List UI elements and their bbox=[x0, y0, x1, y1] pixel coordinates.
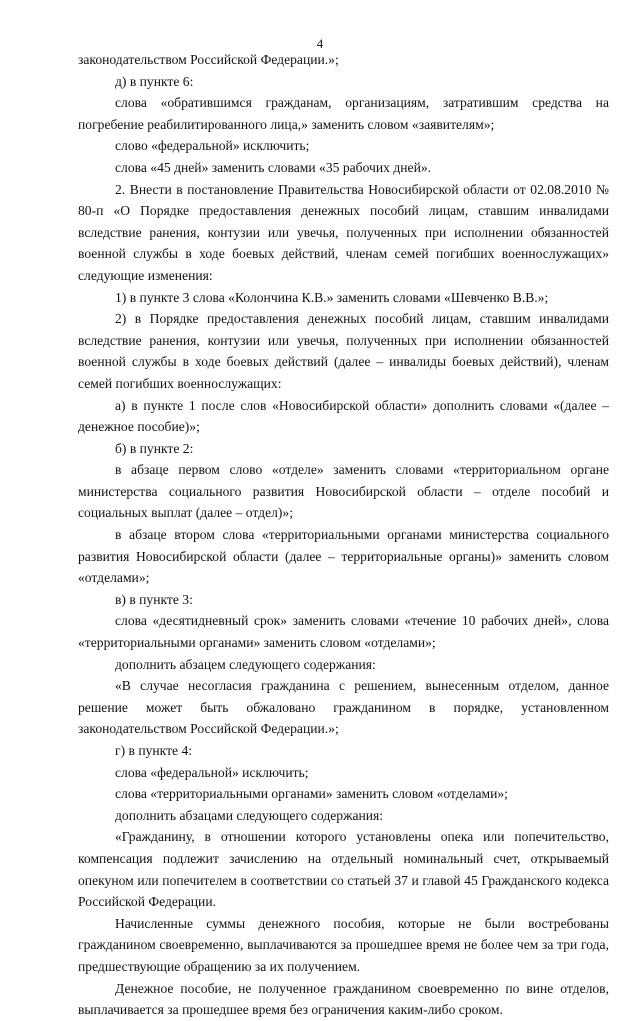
document-paragraph: а) в пункте 1 после слов «Новосибирской области» дополнить словами «(далее – денежное пособие)»; bbox=[78, 397, 609, 435]
document-paragraph: слова «обратившимся гражданам, организациям, затратившим средства на погребение реабилитированного лица,» заменить словом «заявителям»; bbox=[78, 95, 609, 132]
document-paragraph: «Гражданину, в отношении которого установлены опека или попечительство, компенсация подлежит зачислению на отдельный номинальный счет, открываемый опекуном или попечителем в соответствии со статьей 37 и главой 45 Гражданского кодекса Российской Федерации. bbox=[78, 829, 609, 910]
page-number: 4 bbox=[316, 36, 324, 51]
document-paragraph: б) в пункте 2: bbox=[115, 440, 194, 456]
document-paragraph: 2) в Порядке предоставления денежных пособий лицам, ставшим инвалидами вследствие ранения, контузии или увечья, полученных при исполнении обязанностей военной службы в ходе боевых действий (далее – инвалиды боевых действий), членам семей погибших военнослужащих: bbox=[78, 311, 609, 391]
document-paragraph: слово «федеральной» исключить; bbox=[115, 138, 310, 154]
document-paragraph: слова «федеральной» исключить; bbox=[115, 764, 309, 780]
document-paragraph: дополнить абзацем следующего содержания: bbox=[115, 656, 376, 672]
document-paragraph: дополнить абзацами следующего содержания: bbox=[115, 807, 384, 823]
document-paragraph: слова «45 дней» заменить словами «35 рабочих дней». bbox=[115, 159, 432, 175]
document-paragraph: в) в пункте 3: bbox=[115, 591, 193, 607]
document-paragraph: д) в пункте 6: bbox=[115, 73, 194, 89]
document-paragraph: в абзаце втором слова «территориальными органами министерства социального развития Новосибирской области (далее – территориальные органы)» заменить словом «отделами»; bbox=[78, 527, 609, 586]
document-paragraph: 2. Внести в постановление Правительства Новосибирской области от 02.08.2010 № 80-п «О Порядке предоставления денежных пособий лицам, ставшим инвалидами вследствие ранения, контузии или увечья, полученных при исполнении обязанностей военной службы в ходе боевых действий, членам семей погибших военнослужащих» следующие изменения: bbox=[78, 181, 609, 283]
document-paragraph: в абзаце первом слово «отделе» заменить словами «территориальном органе министерства социального развития Новосибирской области – отделе пособий и социальных выплат (далее – отдел)»; bbox=[78, 462, 609, 521]
document-paragraph: слова «десятидневный срок» заменить словами «течение 10 рабочих дней», слова «территориальными органами» заменить словом «отделами»; bbox=[78, 613, 609, 651]
document-paragraph: 1) в пункте 3 слова «Колончина К.В.» заменить словами «Шевченко В.В.»; bbox=[115, 289, 549, 305]
document-paragraph: Начисленные суммы денежного пособия, которые не были востребованы гражданином своевременно, выплачиваются за прошедшее время не более чем за три года, предшествующие обращению за их получением. bbox=[78, 915, 609, 974]
document-body bbox=[78, 49, 609, 1021]
document-paragraph: Денежное пособие, не полученное гражданином своевременно по вине отделов, выплачивается за прошедшее время без ограничения каким-либо сроком. bbox=[78, 980, 609, 1018]
document-paragraph: законодательством Российской Федерации.»; bbox=[78, 52, 339, 67]
document-paragraph: г) в пункте 4: bbox=[115, 743, 193, 758]
document-paragraph: слова «территориальными органами» заменить словом «отделами»; bbox=[115, 786, 508, 802]
document-paragraph: «В случае несогласия гражданина с решением, вынесенным отделом, данное решение может быть обжаловано гражданином в порядке, установленном законодательством Российской Федерации.»; bbox=[78, 678, 609, 737]
